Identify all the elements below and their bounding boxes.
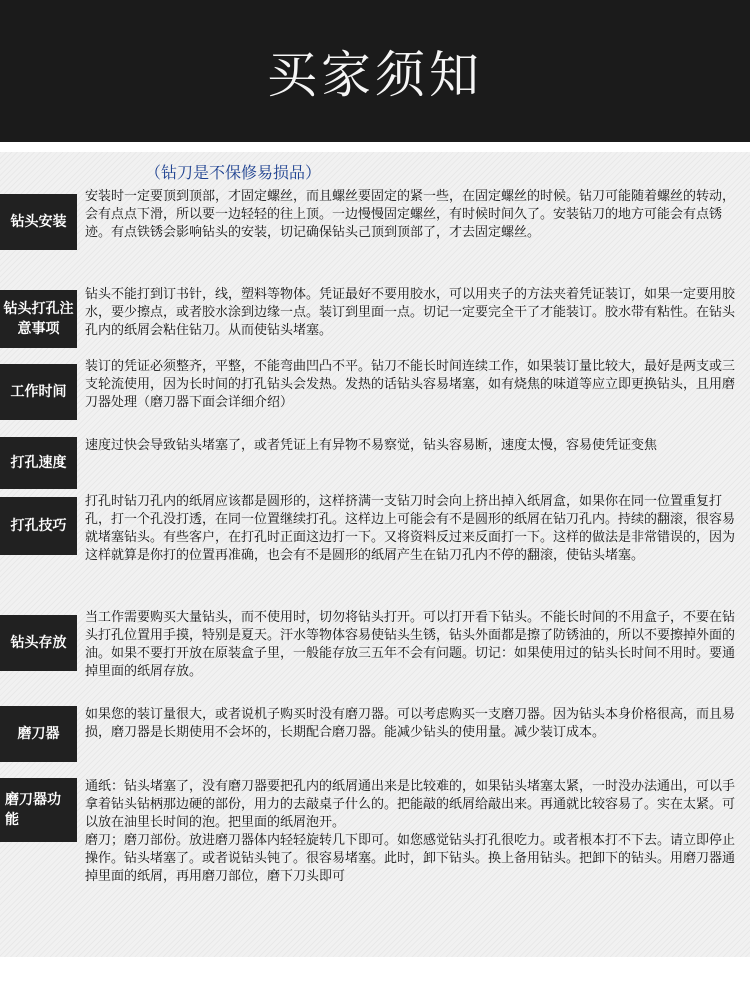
section-text: 当工作需要购买大量钻头，而不使用时，切勿将钻头打开。可以打开看下钻头。不能长时间的不用盒子，不要在钻头打孔位置用手摸，特别是夏天。汗水等物体容易使钻头生锈，钻头外面都是擦了防锈油的，所以不要擦掉外面的油。如果不要打开放在原装盒子里，一般能存放三五年不会有问题。切记：如果使用过的钻头长时间不用时。要通掉里面的纸屑存放。: [85, 610, 736, 679]
section-label: 工作时间: [0, 364, 77, 420]
section-text: 安装时一定要顶到顶部，才固定螺丝，而且螺丝要固定的紧一些，在固定螺丝的时候。钻刀可能随着螺丝的转动，会有点点下滑，所以要一边轻轻的往上顶。一边慢慢固定螺丝，有时候时间久了。安装钻刀的地方可能会有点锈迹。有点铁锈会影响钻头的安装，切记确保钻头己顶到顶部了，才去固定螺丝。: [85, 189, 736, 240]
section-label: 打孔速度: [0, 437, 77, 489]
header-banner: [0, 0, 750, 142]
section-text: 钻头不能打到订书针，线，塑料等物体。凭证最好不要用胶水，可以用夹子的方法夹着凭证装订，如果一定要用胶水，要少擦点，或者胶水涂到边缘一点。装订到里面一点。切记一定要完全干了才能装订。胶水带有粘性。在钻头孔内的纸屑会粘住钻刀。从而使钻头堵塞。: [85, 287, 736, 338]
footer-strip: [0, 957, 750, 991]
section-label: 打孔技巧: [0, 497, 77, 555]
section-label: 钻头存放: [0, 615, 77, 671]
section-text: 打孔时钻刀孔内的纸屑应该都是圆形的，这样挤满一支钻刀时会向上挤出掉入纸屑盒，如果你在同一位置重复打孔，打一个孔没打透，在同一位置继续打孔。这样边上可能会有不是圆形的纸屑在钻刀孔内。持续的翻滚，很容易就堵塞钻头。有些客户，在打孔时正面这边打一下。又将资料反过来反面打一下。这样的做法是非常错误的，因为这样就算是你打的位置再准确，也会有不是圆形的纸屑产生在钻刀孔内不停的翻滚，使钻头堵塞。: [85, 494, 736, 563]
page-title: 买家须知: [267, 46, 483, 104]
section-text: 通纸：钻头堵塞了，没有磨刀器要把孔内的纸屑通出来是比较难的，如果钻头堵塞太紧，一时没办法通出，可以手拿着钻头钻柄那边硬的部份，用力的去敲桌子什么的。把能敲的纸屑给敲出来。再通就比较容易了。实在太紧。可以放在油里长时间的泡。把里面的纸屑泡开。 磨刀；磨刀部份。放进磨刀器体内轻轻旋转几下即可。如您感觉钻头打孔很吃力。或者根本打不下去。请立即停止操作。钻头堵塞了。或者说钻头钝了。很容易堵塞。此时，卸下钻头。换上备用钻头。把卸下的钻头。用磨刀器通掉里面的纸屑，再用磨刀部位，磨下刀头即可: [85, 779, 736, 884]
section-text: 装订的凭证必须整齐，平整，不能弯曲凹凸不平。钻刀不能长时间连续工作，如果装订量比较大，最好是两支或三支轮流使用，因为长时间的打孔钻头会发热。发热的话钻头容易堵塞，如有烧焦的味道等应立即更换钻头，且用磨刀器处理（磨刀器下面会详细介绍）: [85, 359, 736, 410]
section-label: 磨刀器功能: [0, 778, 77, 842]
section-label: 钻头打孔注意事项: [0, 290, 77, 348]
subtitle: （钻刀是不保修易损品）: [145, 163, 322, 182]
section-label: 钻头安装: [0, 194, 77, 250]
section-text: 速度过快会导致钻头堵塞了，或者凭证上有异物不易察觉，钻头容易断，速度太慢，容易使凭证变焦: [85, 438, 658, 453]
section-label: 磨刀器: [0, 706, 77, 762]
section-text: 如果您的装订量很大，或者说机子购买时没有磨刀器。可以考虑购买一支磨刀器。因为钻头本身价格很高，而且易损，磨刀器是长期使用不会坏的，长期配合磨刀器。能减少钻头的使用量。减少装订成本。: [85, 707, 736, 740]
